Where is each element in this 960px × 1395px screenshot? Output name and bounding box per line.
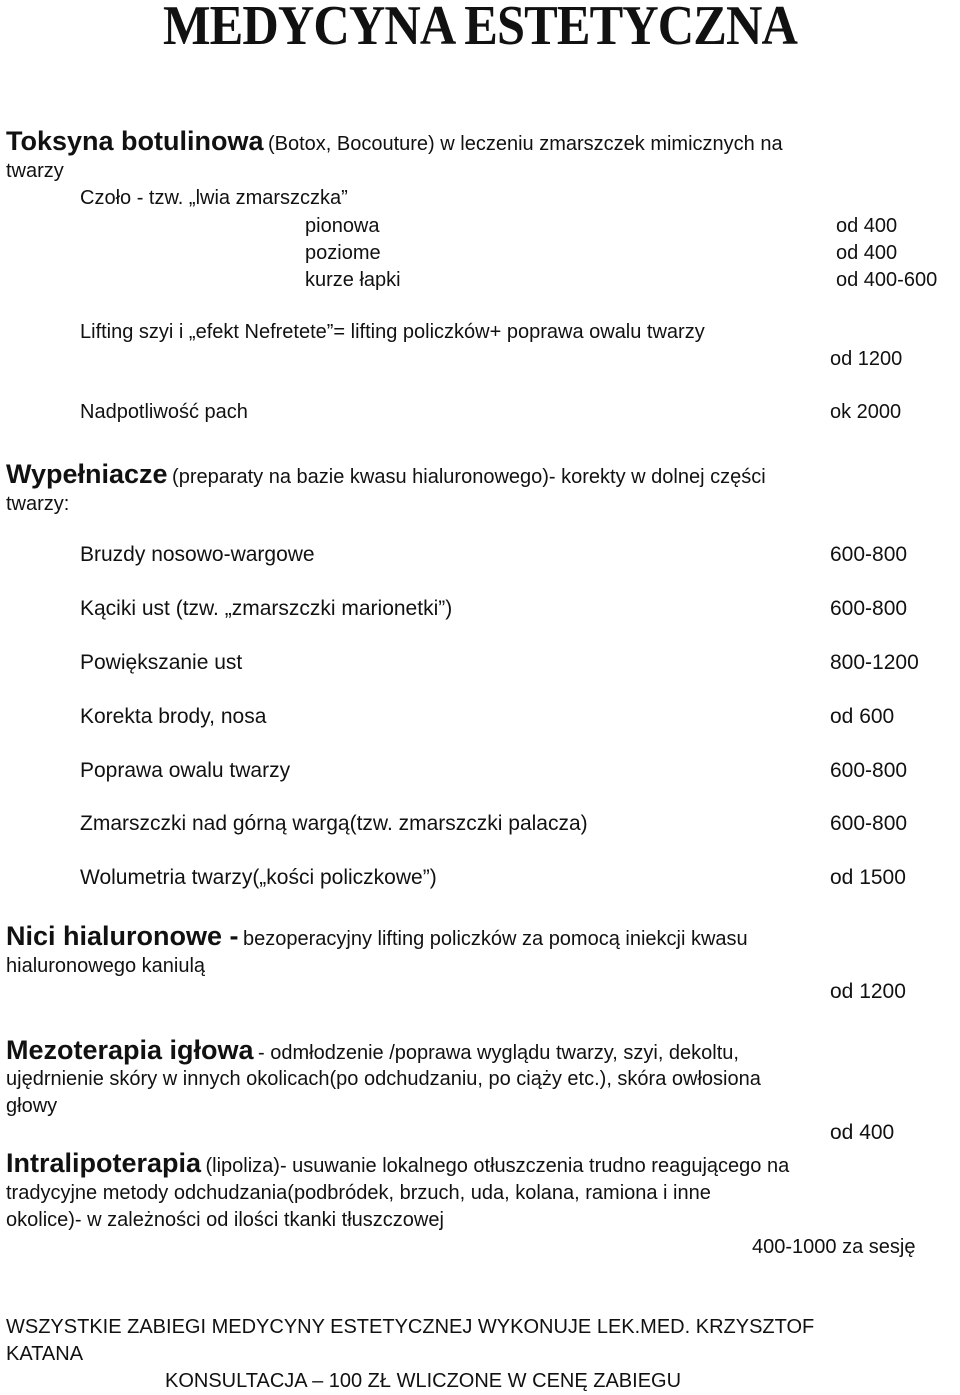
botox-item-label: kurze łapki bbox=[305, 269, 401, 291]
filler-item-label: Poprawa owalu twarzy bbox=[80, 759, 291, 782]
footer-doctor-line: WSZYSTKIE ZABIEGI MEDYCYNY ESTETYCZNEJ WYKONUJE LEK.MED. KRZYSZTOF bbox=[6, 1316, 815, 1338]
botox-item-price: od 400 bbox=[836, 215, 898, 237]
botox-item-label: poziome bbox=[305, 242, 381, 264]
threads-heading: Nici hialuronowe - bbox=[6, 921, 239, 951]
fillers-desc-cont: twarzy: bbox=[6, 493, 70, 515]
intra-heading-line bbox=[6, 1148, 789, 1179]
filler-item-price: od 1500 bbox=[830, 866, 906, 889]
botox-desc-cont: twarzy bbox=[6, 160, 64, 182]
filler-item-label: Powiększanie ust bbox=[80, 651, 243, 674]
threads-desc-cont: hialuronowego kaniulą bbox=[6, 955, 206, 977]
fillers-heading-line bbox=[6, 459, 766, 490]
botox-heading: Toksyna botulinowa bbox=[6, 126, 264, 156]
intra-desc-cont: tradycyjne metody odchudzania(podbródek, brzuch, uda, kolana, ramiona i inne bbox=[6, 1182, 711, 1204]
botox-item-label: pionowa bbox=[305, 215, 380, 237]
filler-item-price: 800-1200 bbox=[830, 651, 919, 674]
meso-desc: - odmłodzenie /poprawa wyglądu twarzy, szyi, dekoltu, bbox=[258, 1042, 739, 1064]
filler-item-price: 600-800 bbox=[830, 543, 908, 566]
filler-item-price: 600-800 bbox=[830, 812, 908, 835]
threads-heading-line bbox=[6, 921, 748, 952]
filler-item-label: Kąciki ust (tzw. „zmarszczki marionetki”) bbox=[80, 597, 453, 620]
fillers-heading: Wypełniacze bbox=[6, 459, 168, 489]
intra-price: 400-1000 za sesję bbox=[752, 1236, 916, 1258]
footer-consultation: KONSULTACJA – 100 ZŁ WLICZONE W CENĘ ZABIEGU bbox=[165, 1370, 682, 1392]
filler-item-price: od 600 bbox=[830, 705, 895, 728]
meso-desc-cont: głowy bbox=[6, 1095, 58, 1117]
intra-desc-cont: okolice)- w zależności od ilości tkanki tłuszczowej bbox=[6, 1209, 444, 1231]
intra-desc: (lipoliza)- usuwanie lokalnego otłuszczenia trudno reagującego na bbox=[205, 1155, 790, 1177]
botox-item-price: od 400-600 bbox=[836, 269, 938, 291]
filler-item-label: Zmarszczki nad górną wargą(tzw. zmarszczki palacza) bbox=[80, 812, 588, 835]
lifting-price: od 1200 bbox=[830, 348, 903, 370]
meso-price: od 400 bbox=[830, 1121, 895, 1144]
intra-heading: Intralipoterapia bbox=[6, 1148, 202, 1178]
botox-item-price: od 400 bbox=[836, 242, 898, 264]
filler-item-label: Korekta brody, nosa bbox=[80, 705, 267, 728]
footer-doctor-name: KATANA bbox=[6, 1343, 84, 1365]
filler-item-price: 600-800 bbox=[830, 759, 908, 782]
botox-forehead-sub: Czoło - tzw. „lwia zmarszczka” bbox=[80, 187, 348, 209]
threads-price: od 1200 bbox=[830, 980, 906, 1003]
filler-item-label: Bruzdy nosowo-wargowe bbox=[80, 543, 315, 566]
threads-desc: bezoperacyjny lifting policzków za pomocą iniekcji kwasu bbox=[242, 928, 748, 950]
page-title: MEDYCYNA ESTETYCZNA bbox=[163, 0, 797, 57]
botox-heading-line bbox=[6, 126, 783, 157]
fillers-desc: (preparaty na bazie kwasu hialuronowego)- korekty w dolnej części bbox=[172, 466, 766, 488]
filler-item-label: Wolumetria twarzy(„kości policzkowe”) bbox=[80, 866, 437, 889]
sweat-price: ok 2000 bbox=[830, 401, 902, 423]
lifting-label: Lifting szyi i „efekt Nefretete”= lifting policzków+ poprawa owalu twarzy bbox=[80, 321, 705, 343]
meso-heading: Mezoterapia igłowa bbox=[6, 1035, 254, 1065]
meso-desc-cont: ujędrnienie skóry w innych okolicach(po odchudzaniu, po ciąży etc.), skóra owłosiona bbox=[6, 1068, 761, 1090]
sweat-label: Nadpotliwość pach bbox=[80, 401, 248, 423]
filler-item-price: 600-800 bbox=[830, 597, 908, 620]
meso-heading-line bbox=[6, 1035, 739, 1066]
botox-desc: (Botox, Bocouture) w leczeniu zmarszczek mimicznych na bbox=[267, 133, 783, 155]
